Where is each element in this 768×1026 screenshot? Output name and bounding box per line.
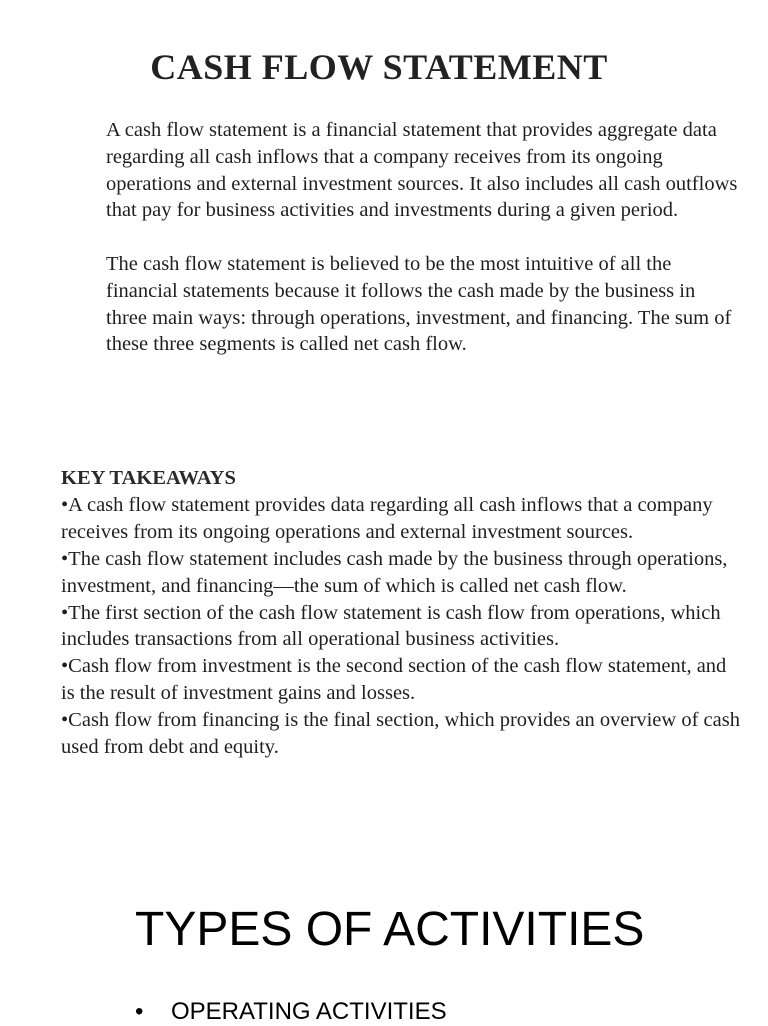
intro-paragraph: The cash flow statement is believed to be the most intuitive of all the financial statements because it follows the cash made by the business in three main ways: through operations, investment, and financing. The sum of these three segments is called net cash flow. bbox=[106, 252, 732, 356]
list-item: •The first section of the cash flow statement is cash flow from operations, which includes transactions from all operational business activities. bbox=[61, 601, 721, 651]
page-title: CASH FLOW STATEMENT bbox=[150, 47, 608, 87]
list-item bbox=[135, 998, 447, 1026]
list-item: •Cash flow from financing is the final section, which provides an overview of cash used from debt and equity. bbox=[61, 709, 740, 759]
list-item: •The cash flow statement includes cash made by the business through operations, investment, and financing—the sum of which is called net cash flow. bbox=[61, 547, 728, 597]
bullet-icon: • bbox=[135, 998, 144, 1025]
list-item-label: OPERATING ACTIVITIES bbox=[171, 998, 447, 1025]
list-item: •Cash flow from investment is the second section of the cash flow statement, and is the result of investment gains and losses. bbox=[61, 655, 727, 705]
types-heading: TYPES OF ACTIVITIES bbox=[135, 903, 645, 956]
list-item: •A cash flow statement provides data regarding all cash inflows that a company receives from its ongoing operations and external investment sources. bbox=[61, 493, 713, 543]
key-takeaways-section bbox=[61, 465, 741, 761]
key-takeaways-heading: KEY TAKEAWAYS bbox=[61, 467, 236, 489]
intro-paragraph: A cash flow statement is a financial statement that provides aggregate data regarding all cash inflows that a company receives from its ongoing operations and external investment sources. It also includes all cash outflows that pay for business activities and investments during a given period. bbox=[106, 119, 738, 222]
types-list bbox=[135, 998, 447, 1026]
intro-section bbox=[106, 117, 738, 385]
key-takeaways-list bbox=[61, 492, 741, 761]
